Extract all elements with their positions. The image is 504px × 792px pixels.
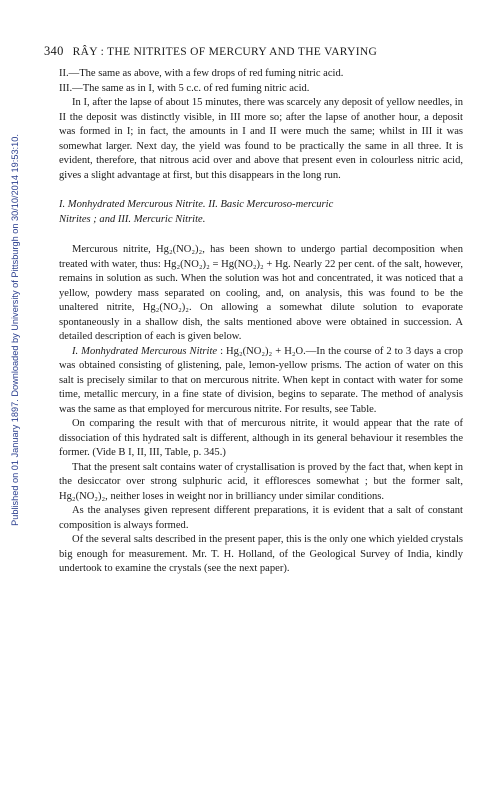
paragraph-analyses: As the analyses given represent different preparations, it is evident that a salt of constant composition is always formed. bbox=[59, 505, 463, 531]
paragraph-condition-ii: II.—The same as above, with a few drops of red fuming nitric acid. bbox=[59, 68, 344, 79]
paragraph-crystals: Of the several salts described in the present paper, this is the only one which yielded crystals big enough for measurement. Mr. T. H. Holland, of the Geological Survey of India, kindly undertook to examine the crystals (see the next paper). bbox=[59, 534, 463, 574]
paragraph-monhydrated bbox=[59, 345, 463, 418]
paragraph-observations: In I, after the lapse of about 15 minutes, there was scarcely any deposit of yellow needles, in II the deposit was distinctly visible, in III more so; after the lapse of another hour, a deposit was formed in I; in fact, the amounts in I and II were much the same; whilst in III it was somewhat larger. Next day, the yield was found to be practically the same in all three. It is evident, therefore, that nitrous acid over and above that present even in colourless nitric acid, gives a slight advantage at first, but this disappears in the long run. bbox=[59, 97, 463, 181]
running-header bbox=[44, 44, 476, 60]
page-number: 340 bbox=[44, 44, 64, 58]
paragraph-crystallisation: That the present salt contains water of crystallisation is proved by the fact that, when kept in the desiccator over strong sulphuric acid, it effloresces somewhat ; but the former salt, Hg₂(NO₂)₂, neither loses in weight nor in brilliancy under similar conditions. bbox=[59, 461, 463, 502]
article-body bbox=[59, 67, 463, 577]
monhydrated-text: : Hg₂(NO₂)₂ + H₂O.—In the course of 2 to 3 days a crop was obtained consisting of glistening, pale, lemon-yellow prisms. The action of water on this salt is precisely similar to that on mercurous nitrite. When kept in contact with water for some time, metallic mercury, in a fine state of division, begins to separate. The method of analysis was the same as that employed for mercurous nitrite. For results, see Table. bbox=[59, 345, 463, 415]
paragraph-comparison: On comparing the result with that of mercurous nitrite, it would appear that the rate of dissociation of this hydrated salt is different, although in its general behaviour it resembles the former. (Vide B I, II, III, Table, p. 345.) bbox=[59, 418, 463, 458]
download-note: Published on 01 January 1897. Downloaded by University of Pittsburgh on 30/10/2014 19:53:10. bbox=[10, 134, 20, 526]
paragraph-mercurous-nitrite: Mercurous nitrite, Hg₂(NO₂)₂, has been shown to undergo partial decomposition when treated with water, thus: Hg₂(NO₂)₂ = Hg(NO₂)₂ + Hg. Nearly 22 per cent. of the salt, however, remains in solution as such. When the solution was hot and concentrated, it was noticed that a yellow, powdery mass separated on cooling, and, on analysis, this was found to be the unaltered nitrite, Hg₂(NO₂)₂. On allowing a somewhat dilute solution to evaporate spontaneously in a shallow dish, the salts mentioned above were obtained in succession. A detailed description of each is given below. bbox=[59, 244, 463, 342]
paragraph-condition-iii: III.—The same as in I, with 5 c.c. of red fuming nitric acid. bbox=[59, 82, 310, 94]
running-title: RÂY : THE NITRITES OF MERCURY AND THE VARYING bbox=[72, 46, 378, 58]
download-sidebar bbox=[4, 0, 26, 792]
section-heading-line-2: Nitrites ; and III. Mercuric Nitrite. bbox=[59, 213, 206, 225]
section-heading bbox=[59, 198, 463, 227]
monhydrated-lead: I. Monhydrated Mercurous Nitrite bbox=[72, 345, 218, 357]
section-heading-line-1: I. Monhydrated Mercurous Nitrite. II. Basic Mercuroso-mercuric bbox=[59, 199, 334, 210]
